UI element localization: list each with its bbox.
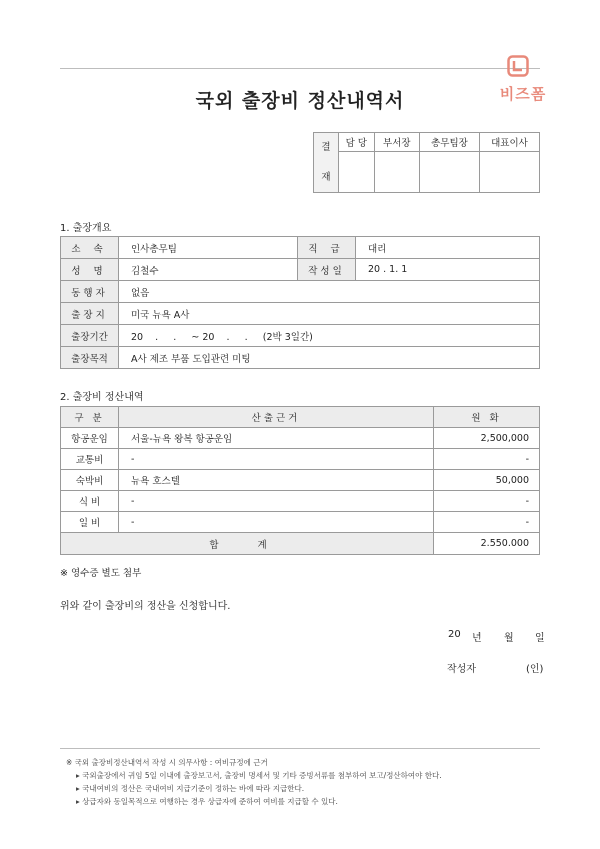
period-label: 출장기간 — [61, 325, 119, 347]
footer-item: ▸ 상급자와 동일목적으로 여행하는 경우 상급자에 준하여 여비를 지급할 수 있다. — [76, 797, 338, 806]
header-basis: 산출근거 — [119, 407, 434, 428]
expense-table — [60, 406, 540, 555]
purpose-label: 출장목적 — [61, 347, 119, 369]
companion-label: 동행자 — [61, 281, 119, 303]
row-basis[interactable]: - — [119, 512, 434, 533]
table-row — [61, 512, 540, 533]
total-amount[interactable]: 2.550.000 — [434, 533, 540, 555]
purpose-value[interactable]: A사 제조 부품 도입관련 미팅 — [119, 347, 540, 369]
sign-box-staff[interactable] — [339, 152, 375, 193]
place-value[interactable]: 미국 뉴욕 A사 — [119, 303, 540, 325]
table-row — [61, 470, 540, 491]
row-amount[interactable]: 2,500,000 — [434, 428, 540, 449]
date-month-unit: 월 — [504, 633, 514, 644]
date-year[interactable]: 20 — [448, 629, 461, 640]
row-category: 일 비 — [61, 512, 119, 533]
sign-box-general-affairs[interactable] — [419, 152, 479, 193]
date-label: 작성일 — [298, 259, 356, 281]
row-basis[interactable]: 서울-뉴욕 왕복 항공운임 — [119, 428, 434, 449]
section1-heading: 1. 출장개요 — [60, 223, 112, 234]
approval-role-staff: 담 당 — [339, 133, 375, 152]
date-value[interactable]: 20 . 1. 1 — [356, 259, 540, 281]
footer-item: ▸ 국내여비의 정산은 국내여비 지급기준이 정하는 바에 따라 지급한다. — [76, 784, 305, 793]
row-amount[interactable]: - — [434, 512, 540, 533]
date-day-unit: 일 — [535, 633, 545, 644]
footer-rule — [60, 748, 540, 749]
sign-box-dept-head[interactable] — [374, 152, 419, 193]
approval-label: 결 재 — [314, 133, 339, 193]
rank-value[interactable]: 대리 — [356, 237, 540, 259]
top-rule — [60, 68, 540, 69]
companion-value[interactable]: 없음 — [119, 281, 540, 303]
sign-box-ceo[interactable] — [479, 152, 539, 193]
footer-title: ※ 국외 출장비정산내역서 작성 시 의무사항 : 여비규정에 근거 — [66, 758, 268, 767]
table-row — [61, 449, 540, 470]
approval-role-ceo: 대표이사 — [479, 133, 539, 152]
place-label: 출장지 — [61, 303, 119, 325]
name-value[interactable]: 김철수 — [119, 259, 298, 281]
footer-notes — [66, 756, 442, 808]
header-amount: 원 화 — [434, 407, 540, 428]
row-amount[interactable]: - — [434, 449, 540, 470]
row-category: 교통비 — [61, 449, 119, 470]
section2-heading: 2. 출장비 정산내역 — [60, 392, 144, 403]
table-row — [61, 491, 540, 512]
row-basis[interactable]: - — [119, 449, 434, 470]
seal-mark[interactable]: (인) — [526, 664, 544, 675]
period-value[interactable]: 20 . . ~ 20 . . (2박 3일간) — [119, 325, 540, 347]
row-category: 식 비 — [61, 491, 119, 512]
table-row — [61, 428, 540, 449]
row-category: 숙박비 — [61, 470, 119, 491]
rank-label: 직 급 — [298, 237, 356, 259]
dept-value[interactable]: 인사총무팀 — [119, 237, 298, 259]
approval-table — [313, 132, 540, 193]
trip-overview-table — [60, 236, 540, 369]
row-basis[interactable]: - — [119, 491, 434, 512]
row-amount[interactable]: 50,000 — [434, 470, 540, 491]
logo-mark-icon — [507, 55, 529, 77]
dept-label: 소 속 — [61, 237, 119, 259]
row-category: 항공운임 — [61, 428, 119, 449]
approval-role-dept-head: 부서장 — [374, 133, 419, 152]
document-title: 국외 출장비 정산내역서 — [195, 90, 405, 112]
header-category: 구 분 — [61, 407, 119, 428]
row-amount[interactable]: - — [434, 491, 540, 512]
row-basis[interactable]: 뉴욕 호스텔 — [119, 470, 434, 491]
total-row — [61, 533, 540, 555]
name-label: 성 명 — [61, 259, 119, 281]
approval-role-general-affairs: 총무팀장 — [419, 133, 479, 152]
receipt-note: ※ 영수증 별도 첨부 — [60, 568, 142, 579]
footer-item: ▸ 국외출장에서 귀임 5일 이내에 출장보고서, 출장비 명세서 및 기타 증빙서류를 첨부하여 보고/정산하여야 한다. — [76, 771, 442, 780]
date-year-unit: 년 — [472, 633, 482, 644]
total-label: 합 계 — [61, 533, 434, 555]
author-label: 작성자 — [447, 664, 476, 675]
request-statement: 위와 같이 출장비의 정산을 신청합니다. — [60, 601, 231, 612]
logo-text: 비즈폼 — [499, 85, 547, 103]
